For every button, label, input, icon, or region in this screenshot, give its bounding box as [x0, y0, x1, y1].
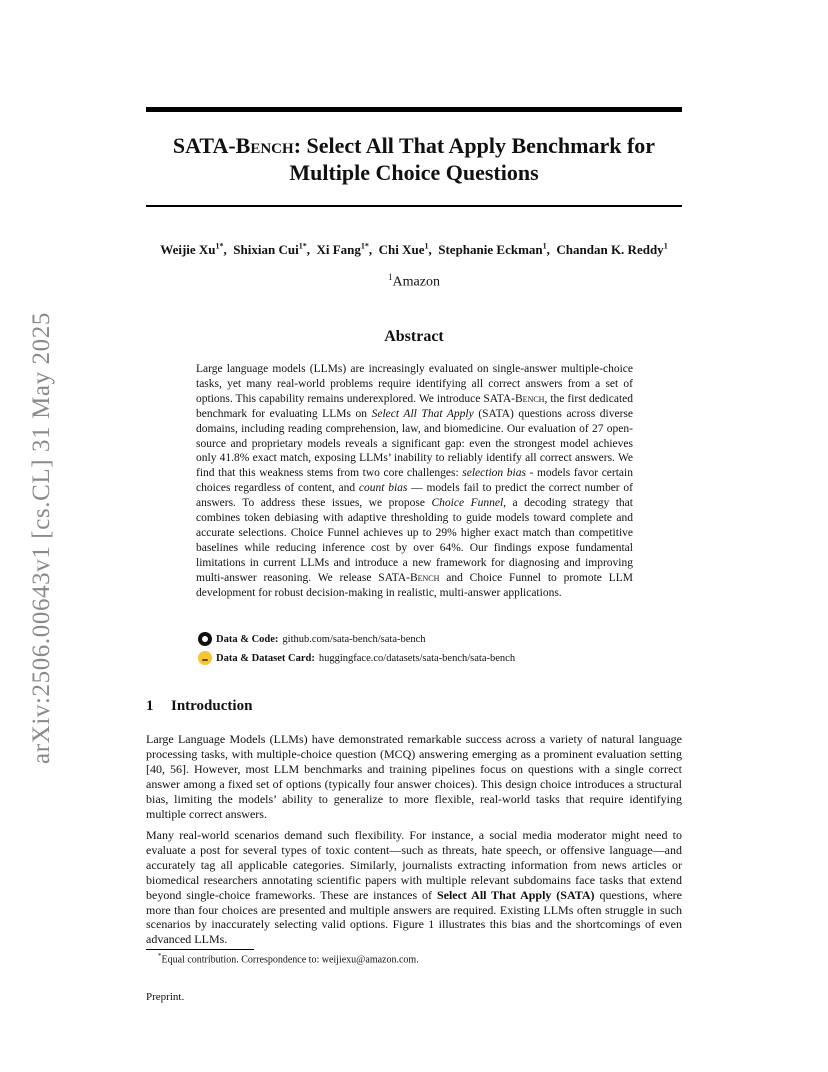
code-link-row[interactable] [198, 632, 426, 646]
title-part-2: Bench [235, 133, 294, 158]
author: Chandan K. Reddy$^1$ [556, 242, 668, 258]
title-line-2: Multiple Choice Questions [289, 160, 539, 185]
section-title: Introduction [171, 698, 253, 714]
arxiv-identifier-side [20, 300, 64, 776]
abstract-body: Large language models (LLMs) are increasingly evaluated on single-answer multiple-choice tasks, yet many real-world problems require identifying all correct answers from a set of options. This capability remains underexplored. We introduce SATA-Bench, the first dedicated benchmark for evaluating LLMs on Select All That Apply (SATA) questions across diverse domains, including reading comprehension, law, and biomedicine. Our evaluation of 27 open-source and proprietary models reveals a significant gap: even the strongest model achieves only 41.8% exact match, exposing LLMs’ inability to reliably identify all correct answers. We find that this weakness stems from two core challenges: selection bias - models favor certain choices regardless of content, and count bias — models fail to predict the correct number of answers. To address these issues, we propose Choice Funnel, a decoding strategy that combines token debiasing with adaptive thresholding to guide models toward complete and accurate selections. Choice Funnel achieves up to 29% higher exact match than competitive baselines while reducing inference cost by over 64%. Our findings expose fundamental limitations in current LLMs and introduce a new framework for diagnosing and improving multi-answer reasoning. We release SATA-Bench and Choice Funnel to promote LLM development for robust decision-making in realistic, multi-answer applications. [196, 363, 634, 599]
title-top-rule [146, 107, 682, 112]
title-bottom-rule [146, 205, 682, 207]
affiliation: $^1$Amazon [388, 272, 440, 290]
author: Xi Fang$^{1*}$, [316, 242, 373, 258]
intro-paragraph-1: Large Language Models (LLMs) have demonstrated remarkable success across a variety of natural language processing tasks, with multiple-choice question (MCQ) answering emerging as a prominent evaluation setting [40, 56]. However, most LLM benchmarks and training pipelines focus on questions with a single correct answer among a fixed set of options (typically four answer choices). This design choice introduces a structural bias, limiting the models’ ability to generalize to more flexible, real-world tasks that require identifying multiple correct answers. [146, 732, 682, 821]
section-heading [146, 698, 252, 715]
code-link-url[interactable]: github.com/sata-bench/sata-bench [282, 633, 426, 645]
author: Stephanie Eckman$^1$, [438, 242, 550, 258]
author: Shixian Cui$^{1*}$, [233, 242, 310, 258]
paper-title [146, 132, 682, 186]
footnote-rule [146, 949, 254, 950]
title-part-3: : Select All That Apply Benchmark for [293, 133, 656, 158]
dataset-link-url[interactable]: huggingface.co/datasets/sata-bench/sata-bench [318, 652, 516, 664]
section-number: 1 [146, 698, 154, 714]
dataset-link-row[interactable] [198, 651, 515, 665]
author-list [120, 242, 708, 258]
intro-paragraph-2: Many real-world scenarios demand such flexibility. For instance, a social media moderator might need to evaluate a post for several types of toxic content—such as threats, hate speech, or offensive language—and accurately tag all applicable categories. Similarly, journalists extracting information from news articles or biomedical researchers annotating scientific papers with multiple relevant subdomains face tasks that extend beyond single-choice frameworks. These are instances of Select All That Apply (SATA) questions, where more than four choices are presented and multiple answers are required. Existing LLMs often struggle in such scenarios by inaccurately selecting valid options. Figure 1 illustrates this bias and the shortcomings of even advanced LLMs. [146, 828, 682, 947]
author: Weijie $Xu^{1*}$, [160, 242, 227, 258]
author: Chi Xue$^1$, [378, 242, 432, 258]
code-link-label: Data & Code: [216, 633, 279, 645]
dataset-link-label: Data & Dataset Card: [216, 652, 315, 664]
arxiv-identifier-text: arXiv:2506.00643v1 [cs.CL] 31 May 2025 [28, 312, 56, 764]
github-icon [198, 632, 212, 646]
title-part-1: SATA- [172, 133, 236, 158]
abstract-heading: Abstract [384, 328, 444, 345]
footnote: *Equal contribution. Correspondence to: weijiexu@amazon.com. [158, 952, 419, 966]
preprint-label: Preprint. [146, 991, 185, 1003]
huggingface-icon [198, 651, 212, 665]
